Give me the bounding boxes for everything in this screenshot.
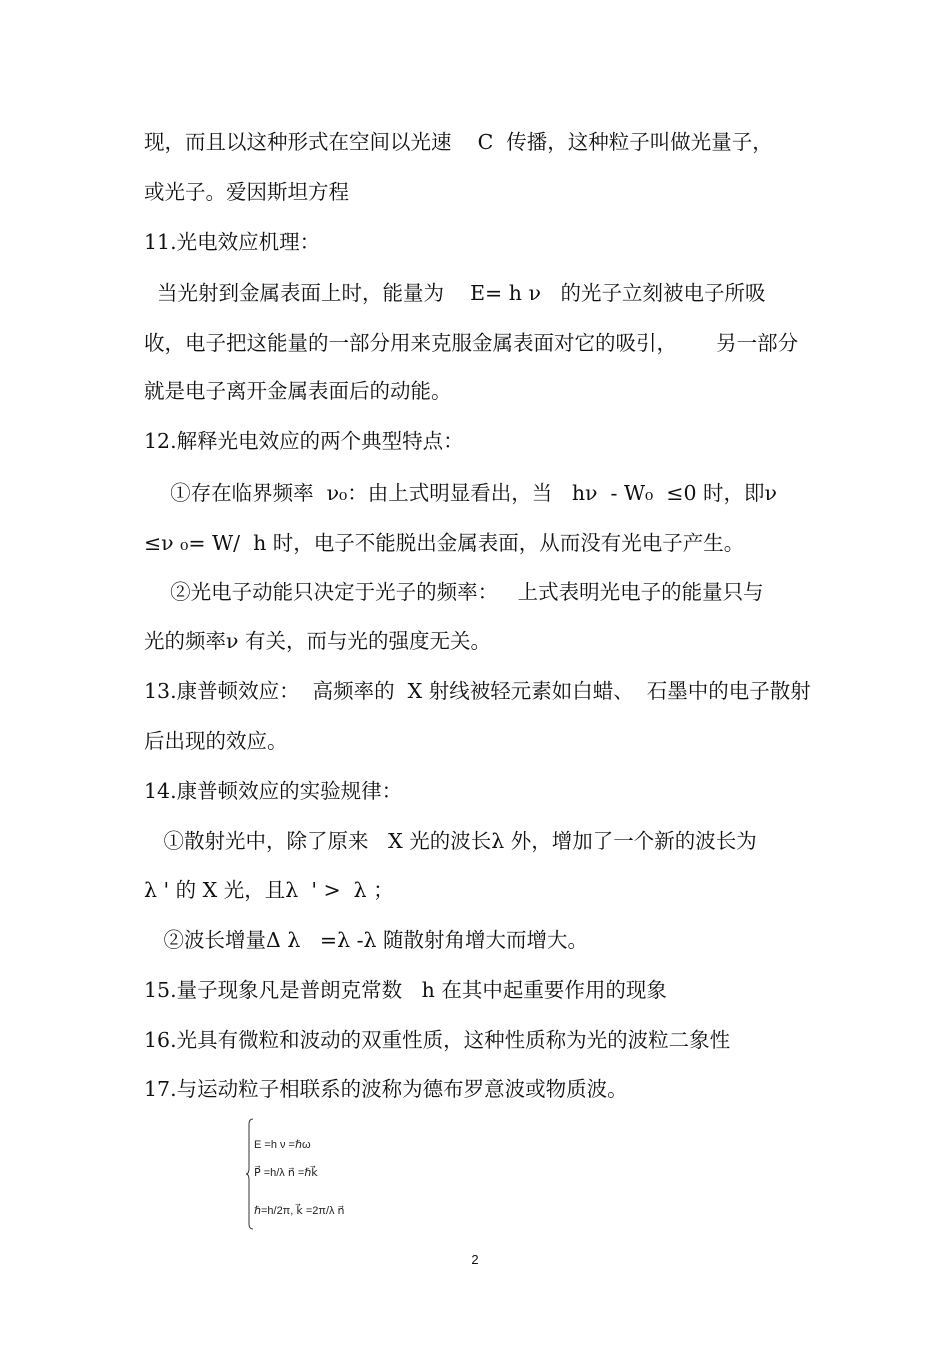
text-line-19: 16.光具有微粒和波动的双重性质，这种性质称为光的波粒二象性: [144, 1028, 731, 1052]
text-line-6: 就是电子离开金属表面后的动能。: [144, 379, 452, 403]
text-line-1: 现，而且以这种形式在空间以光速 C 传播，这种粒子叫做光量子，: [144, 130, 773, 154]
formula-row-hbar: ℏ=h/2π, k⃗ =2π/λ n⃗: [254, 1205, 345, 1217]
formula-row-energy: E =h ν =ℏω: [254, 1139, 311, 1151]
text-line-12: 13.康普顿效应： 高频率的 X 射线被轻元素如白蜡、 石墨中的电子散射: [144, 679, 811, 703]
text-line-14: 14.康普顿效应的实验规律：: [144, 779, 403, 803]
text-line-8: ①存在临界频率 ν₀：由上式明显看出，当 hν - W₀ ≤0 时，即ν: [144, 481, 777, 505]
text-line-16: λ ' 的 X 光，且λ ' > λ ；: [144, 878, 394, 902]
text-line-13: 后出现的效应。: [144, 729, 288, 753]
text-line-17: ②波长增量Δ λ =λ -λ 随散射角增大而增大。: [144, 928, 589, 952]
text-line-7: 12.解释光电效应的两个典型特点：: [144, 429, 464, 453]
text-line-20: 17.与运动粒子相联系的波称为德布罗意波或物质波。: [144, 1077, 628, 1101]
left-brace-icon: [246, 1118, 254, 1230]
text-line-5: 收，电子把这能量的一部分用来克服金属表面对它的吸引， 另一部分: [144, 331, 799, 355]
text-line-4: 当光射到金属表面上时，能量为 E= h ν 的光子立刻被电子所吸: [144, 281, 766, 305]
page-number: 2: [471, 1252, 479, 1267]
text-line-18: 15.量子现象凡是普朗克常数 h 在其中起重要作用的现象: [144, 978, 667, 1002]
text-line-3: 11.光电效应机理：: [144, 230, 321, 254]
text-line-9: ≤ν ₀= W/ h 时，电子不能脱出金属表面，从而没有光电子产生。: [144, 531, 745, 555]
text-line-11: 光的频率ν 有关，而与光的强度无关。: [144, 629, 491, 653]
text-line-15: ①散射光中，除了原来 X 光的波长λ 外，增加了一个新的波长为: [144, 829, 757, 853]
text-line-2: 或光子。爱因斯坦方程: [144, 180, 349, 204]
text-line-10: ②光电子动能只决定于光子的频率： 上式表明光电子的能量只与: [144, 580, 764, 604]
formula-row-momentum: P⃗ =h/λ n⃗ =ℏk⃗: [254, 1167, 318, 1179]
de-broglie-formula: [246, 1118, 406, 1238]
